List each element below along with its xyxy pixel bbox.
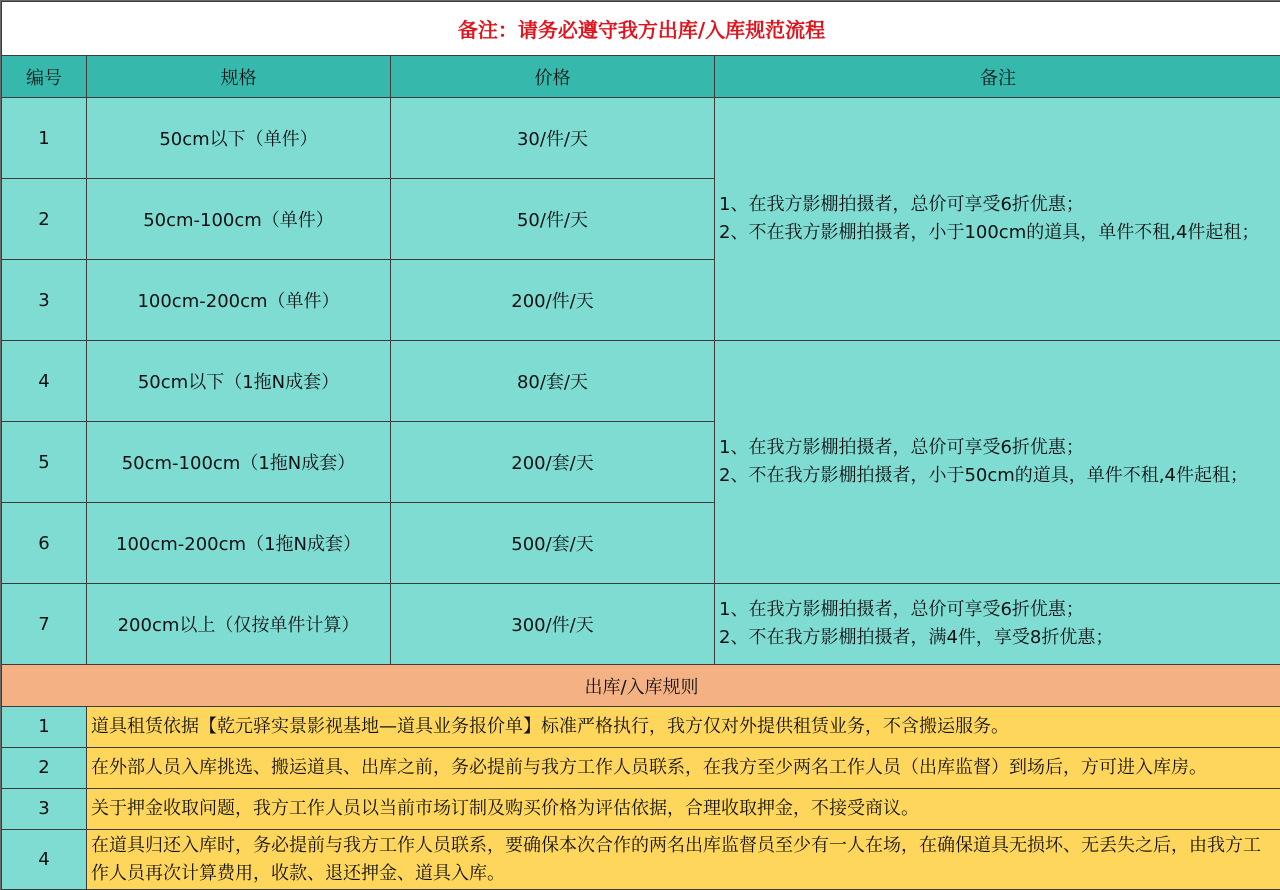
rule-row xyxy=(2,789,1280,830)
header-price: 价格 xyxy=(391,56,715,98)
rule-row xyxy=(2,748,1280,789)
note-line-1: 1、在我方影棚拍摄者，总价可享受6折优惠； xyxy=(719,437,1084,458)
row-spec: 200cm以上（仅按单件计算） xyxy=(87,584,391,665)
table-row xyxy=(2,341,1280,422)
row-spec: 50cm-100cm（单件） xyxy=(87,179,391,260)
row-number: 7 xyxy=(2,584,87,665)
row-price: 200/套/天 xyxy=(391,422,715,503)
rule-text: 在道具归还入库时，务必提前与我方工作人员联系，要确保本次合作的两名出库监督员至少有一人在场，在确保道具无损坏、无丢失之后，由我方工作人员再次计算费用，收款、退还押金、道具入库。 xyxy=(87,830,1280,890)
table-row xyxy=(2,584,1280,665)
row-price: 50/件/天 xyxy=(391,179,715,260)
title-row xyxy=(2,2,1280,56)
note-line-2: 2、不在我方影棚拍摄者，满4件，享受8折优惠； xyxy=(719,627,1114,648)
row-number: 3 xyxy=(2,260,87,341)
note-line-2: 2、不在我方影棚拍摄者，小于50cm的道具，单件不租,4件起租； xyxy=(719,465,1248,486)
note-line-2: 2、不在我方影棚拍摄者，小于100cm的道具，单件不租,4件起租； xyxy=(719,222,1260,243)
row-number: 6 xyxy=(2,503,87,584)
row-spec: 100cm-200cm（单件） xyxy=(87,260,391,341)
rule-text: 道具租赁依据【乾元驿实景影视基地—道具业务报价单】标准严格执行，我方仅对外提供租赁业务，不含搬运服务。 xyxy=(87,707,1280,748)
row-note xyxy=(715,341,1280,584)
header-row xyxy=(2,56,1280,98)
row-number: 1 xyxy=(2,98,87,179)
row-price: 30/件/天 xyxy=(391,98,715,179)
rule-row xyxy=(2,830,1280,890)
table-row xyxy=(2,98,1280,179)
rule-text: 在外部人员入库挑选、搬运道具、出库之前，务必提前与我方工作人员联系，在我方至少两名工作人员（出库监督）到场后，方可进入库房。 xyxy=(87,748,1280,789)
row-spec: 50cm以下（单件） xyxy=(87,98,391,179)
row-price: 500/套/天 xyxy=(391,503,715,584)
note-line-1: 1、在我方影棚拍摄者，总价可享受6折优惠； xyxy=(719,194,1084,215)
row-spec: 50cm以下（1拖N成套） xyxy=(87,341,391,422)
rule-number: 3 xyxy=(2,789,87,830)
row-number: 5 xyxy=(2,422,87,503)
rules-title-row xyxy=(2,665,1280,707)
row-price: 80/套/天 xyxy=(391,341,715,422)
rule-row xyxy=(2,707,1280,748)
row-spec: 100cm-200cm（1拖N成套） xyxy=(87,503,391,584)
row-number: 4 xyxy=(2,341,87,422)
sheet-title: 备注：请务必遵守我方出库/入库规范流程 xyxy=(2,2,1280,56)
rule-text: 关于押金收取问题，我方工作人员以当前市场订制及购买价格为评估依据，合理收取押金，不接受商议。 xyxy=(87,789,1280,830)
row-spec: 50cm-100cm（1拖N成套） xyxy=(87,422,391,503)
header-number: 编号 xyxy=(2,56,87,98)
row-price: 300/件/天 xyxy=(391,584,715,665)
header-spec: 规格 xyxy=(87,56,391,98)
row-number: 2 xyxy=(2,179,87,260)
rule-number: 1 xyxy=(2,707,87,748)
row-note xyxy=(715,98,1280,341)
note-line-1: 1、在我方影棚拍摄者，总价可享受6折优惠； xyxy=(719,599,1084,620)
row-note xyxy=(715,584,1280,665)
rule-number: 4 xyxy=(2,830,87,890)
rules-title: 出库/入库规则 xyxy=(2,665,1280,707)
rule-number: 2 xyxy=(2,748,87,789)
row-price: 200/件/天 xyxy=(391,260,715,341)
header-note: 备注 xyxy=(715,56,1280,98)
price-table xyxy=(1,1,1280,890)
